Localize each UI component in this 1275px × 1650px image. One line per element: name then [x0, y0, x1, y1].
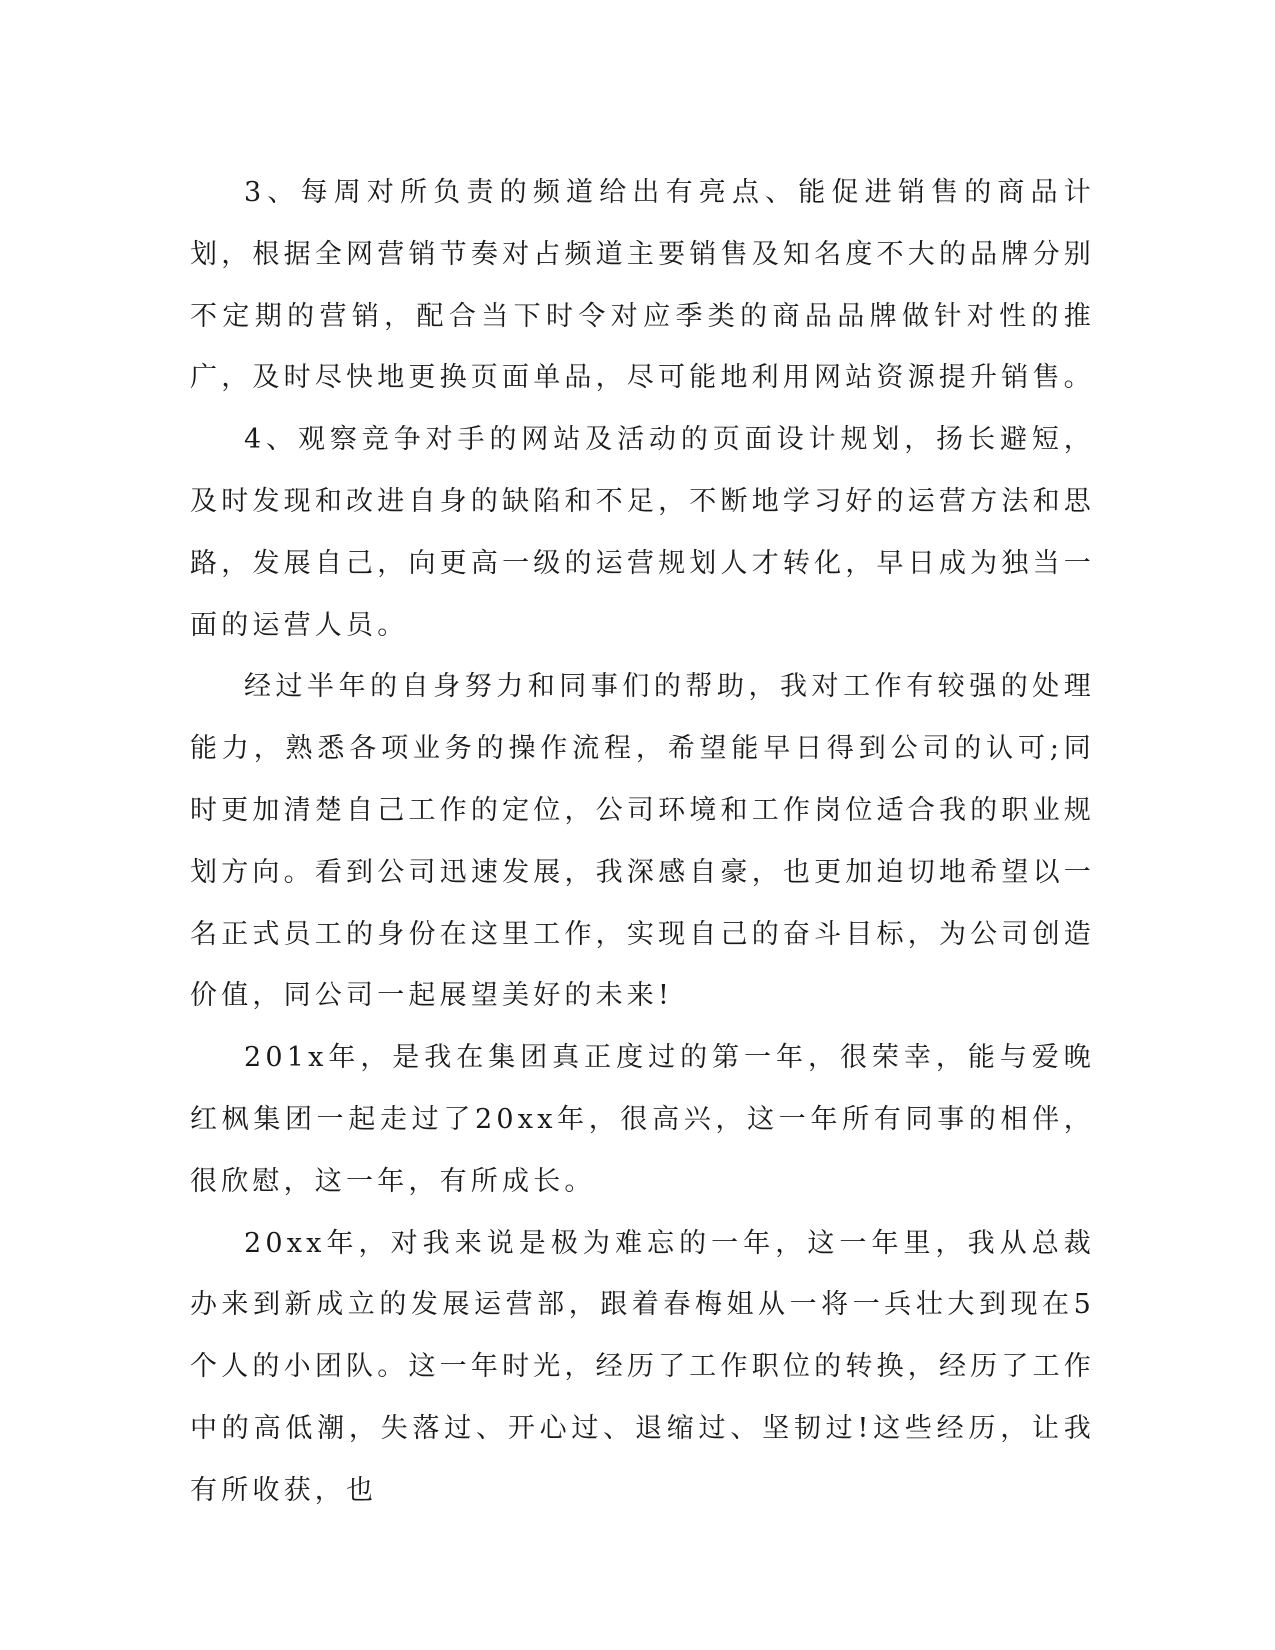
paragraph-competitor-analysis: 4、观察竞争对手的网站及活动的页面设计规划，扬长避短，及时发现和改进自身的缺陷和不足，不断地学习好的运营方法和思路，发展自己，向更高一级的运营规划人才转化，早日成为独当一面的运营人员。 [190, 424, 1095, 641]
paragraph-memorable-year: 20xx年，对我来说是极为难忘的一年，这一年里，我从总裁办来到新成立的发展运营部，跟着春梅姐从一将一兵壮大到现在5个人的小团队。这一年时光，经历了工作职位的转换，经历了工作中的高低潮，失落过、开心过、退缩过、坚韧过!这些经历，让我有所收获，也 [190, 1227, 1095, 1506]
paragraph-weekly-plan: 3、每周对所负责的频道给出有亮点、能促进销售的商品计划，根据全网营销节奏对占频道主要销售及知名度不大的品牌分别不定期的营销，配合当下时令对应季类的商品品牌做针对性的推广，及时尽快地更换页面单品，尽可能地利用网站资源提升销售。 [190, 177, 1095, 394]
paragraph-half-year-summary: 经过半年的自身努力和同事们的帮助，我对工作有较强的处理能力，熟悉各项业务的操作流程，希望能早日得到公司的认可;同时更加清楚自己工作的定位，公司环境和工作岗位适合我的职业规划方向。看到公司迅速发展，我深感自豪，也更加迫切地希望以一名正式员工的身份在这里工作，实现自己的奋斗目标，为公司创造价值，同公司一起展望美好的未来! [190, 671, 1095, 1012]
document-body [190, 162, 1095, 1522]
paragraph-first-year: 201x年，是我在集团真正度过的第一年，很荣幸，能与爱晚红枫集团一起走过了20xx年，很高兴，这一年所有同事的相伴，很欣慰，这一年，有所成长。 [190, 1042, 1095, 1197]
